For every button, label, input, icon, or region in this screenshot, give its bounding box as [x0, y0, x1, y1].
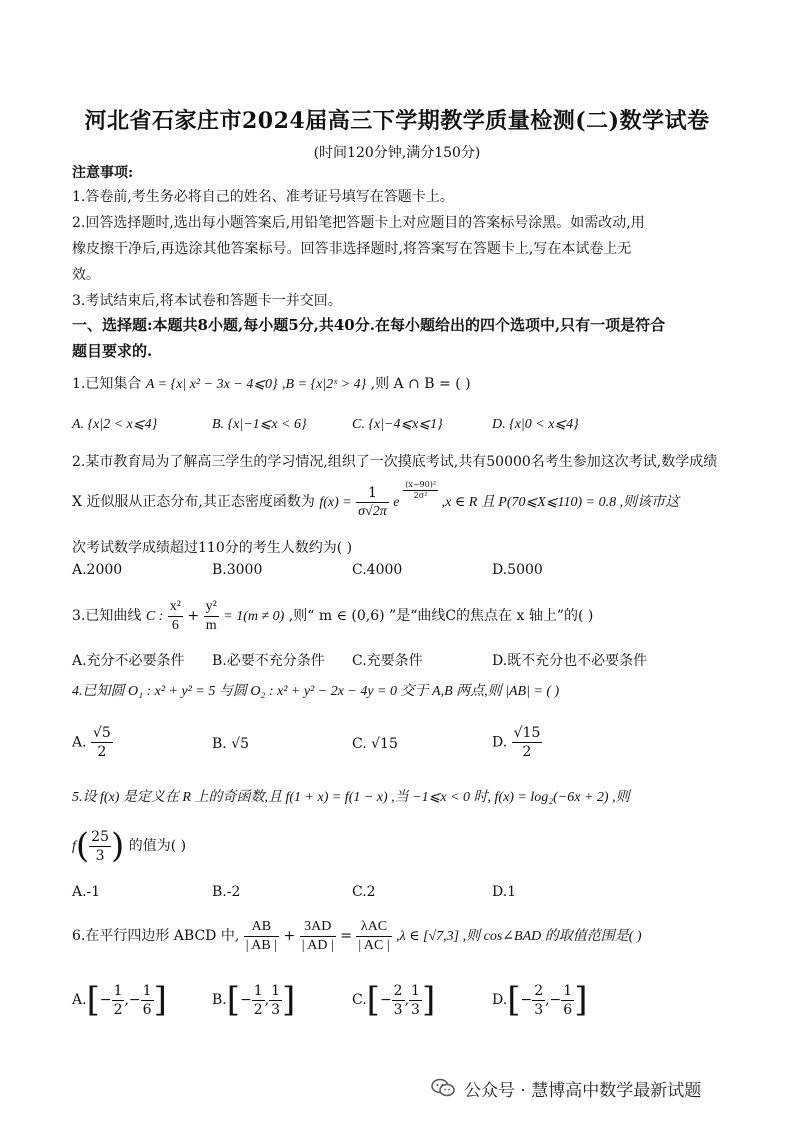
q5-option-d: D.1	[492, 884, 517, 900]
q6-term-ab: $\frac{AB}{| AB |}$	[245, 918, 278, 953]
q2-exponential: e $\frac{\text{(x−90)²}}{\text{2σ²}}$	[393, 480, 437, 510]
page-title: 河北省石家庄市2024届高三下学期教学质量检测(二)数学试卷	[84, 108, 710, 134]
q3-option-c: C.充要条件	[352, 653, 423, 669]
q4-option-c: C. √15	[352, 736, 398, 752]
question-3-stem: 3.已知曲线 C : $\frac{\text{x²}}{6}$ + $\frac{\text{y²}}{m}$ = 1(m ≠ 0) ,则“ m ∈ (0,6) ”是“曲线C的焦点在 x 轴上”的( )	[72, 598, 594, 633]
q3-option-a: A.充分不必要条件	[72, 653, 185, 669]
q5-option-b: B.-2	[212, 884, 241, 900]
q3-option-b: B.必要不充分条件	[212, 653, 325, 669]
q4-option-d: D. $\frac{√15}{2}$	[492, 725, 541, 760]
question-5-line-1: 5.设 f(x) 是定义在 R 上的奇函数,且 f(1 + x) = f(1 − x) ,当 −1⩽x < 0 时, f(x) = log₂(−6x + 2) ,则	[72, 790, 630, 805]
watermark	[430, 1075, 701, 1101]
q1-set-a: A = {x| x² − 3x − 4⩽0}	[145, 377, 278, 392]
question-2-line-1: 2.某市教育局为了解高三学生的学习情况,组织了一次摸底考试,共有50000名考生参加这次考试,数学成绩	[72, 454, 718, 470]
q6-option-a: A.[− $\frac{1}{2}$ ,− $\frac{1}{6}$ ]	[72, 980, 167, 1020]
exam-time-note: (时间120分钟,满分150分)	[313, 145, 481, 161]
q2-option-c: C.4000	[352, 562, 403, 578]
q2-text-b: ,x ∈ R 且 P(70⩽X⩽110) = 0.8 ,则该市这	[441, 495, 680, 510]
notice-item-2-line-3: 效。	[72, 267, 100, 283]
q5-fraction: $\frac{25}{3}$	[91, 828, 109, 864]
q2-density-fraction: $\frac{1}{\sigma√2\pi}$	[358, 484, 387, 519]
q4-option-a: A. $\frac{√5}{2}$	[72, 725, 111, 760]
question-2-line-3: 次考试数学成绩超过110分的考生人数约为( )	[72, 540, 353, 556]
question-1-stem	[72, 372, 471, 397]
q5-option-a: A.-1	[72, 884, 101, 900]
wechat-icon	[430, 1075, 456, 1101]
notice-item-2-line-2: 橡皮擦干净后,再选涂其他答案标号。回答非选择题时,将答案写在答题卡上,写在本试卷上无	[72, 241, 632, 257]
q6-term-ad: $\frac{3AD}{| AD |}$	[301, 918, 334, 953]
question-5-line-2: f( $\frac{25}{3}$ ) 的值为( )	[72, 826, 187, 866]
q1-option-a: A. {x|2 < x⩽4}	[72, 417, 158, 432]
q2-option-a: A.2000	[72, 562, 123, 578]
notice-item-2-line-1: 2.回答选择题时,选出每小题答案后,用铅笔把答题卡上对应题目的答案标号涂黑。如需改动,用	[72, 215, 645, 231]
notice-item-3: 3.考试结束后,将本试卷和答题卡一并交回。	[72, 293, 342, 309]
section-heading-line-2: 题目要求的.	[72, 342, 153, 360]
q6-option-c: C.[− $\frac{2}{3}$ , $\frac{1}{3}$ ]	[352, 980, 436, 1020]
q5-option-c: C.2	[352, 884, 376, 900]
q3-option-d: D.既不充分也不必要条件	[492, 653, 648, 669]
notice-heading: 注意事项:	[72, 165, 134, 181]
question-6-stem: 6.在平行四边形 ABCD 中, $\frac{AB}{| AB |}$ + $\frac{3AD}{| AD |}$ = $\frac{\text{λAC}}{| AC |}$ ,λ ∈ [√7,3] ,则 cos∠BAD 的取值范围是( )	[72, 918, 642, 953]
q6-option-d: D.[− $\frac{2}{3}$ ,− $\frac{1}{6}$ ]	[492, 980, 588, 1020]
q1-option-d: D. {x|0 < x⩽4}	[492, 417, 579, 432]
q2-option-d: D.5000	[492, 562, 543, 578]
notice-item-1: 1.答卷前,考生务必将自己的姓名、准考证号填写在答题卡上。	[72, 189, 454, 205]
q1-set-b: ,B = {x|2ˣ > 4}	[282, 377, 367, 392]
question-4-stem: 4.已知圆 O₁ : x² + y² = 5 与圆 O₂ : x² + y² − 2x − 4y = 0 交于 A,B 两点,则 |AB| = ( )	[72, 684, 560, 699]
q6-term-ac: $\frac{\text{λAC}}{| AC |}$	[358, 918, 390, 953]
q4-option-b: B. √5	[212, 736, 250, 752]
q1-option-c: C. {x|−4⩽x⩽1}	[352, 417, 443, 432]
section-heading-line-1: 一、选择题:本题共8小题,每小题5分,共40分.在每小题给出的四个选项中,只有一项是符合	[72, 316, 666, 334]
q3-fraction-x: $\frac{\text{x²}}{6}$	[169, 598, 181, 633]
q1-suffix: ,则 A ∩ B = ( )	[370, 376, 471, 392]
q2-fx: f(x) =	[319, 495, 352, 510]
q1-prefix: 1.已知集合	[72, 376, 142, 392]
q3-fraction-y: $\frac{\text{y²}}{m}$	[205, 598, 217, 633]
q2-option-b: B.3000	[212, 562, 263, 578]
question-2-line-2	[72, 482, 679, 523]
q2-text-a: X 近似服从正态分布,其正态密度函数为	[72, 494, 315, 510]
watermark-text: 公众号 · 慧博高中数学最新试题	[464, 1080, 702, 1101]
q1-option-b: B. {x|−1⩽x < 6}	[212, 417, 307, 432]
q6-option-b: B.[− $\frac{1}{2}$ , $\frac{1}{3}$ ]	[212, 980, 296, 1020]
